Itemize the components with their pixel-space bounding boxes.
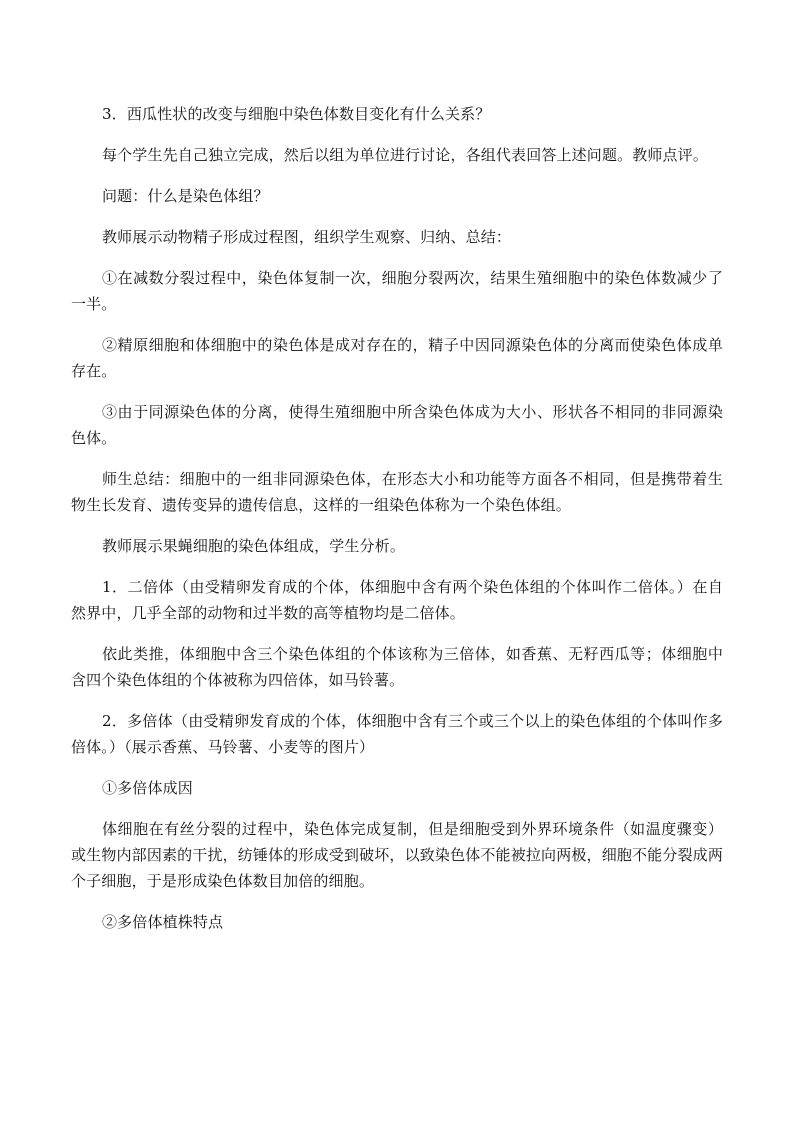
paragraph-triploid-tetraploid: 依此类推，体细胞中含三个染色体组的个体该称为三倍体，如香蕉、无籽西瓜等；体细胞中含四个染色体组的个体被称为四倍体，如马铃薯。: [71, 645, 723, 689]
paragraph-point-3: ③由于同源染色体的分离，使得生殖细胞中所含染色体成为大小、形状各不相同的非同源染色体。: [71, 403, 723, 447]
paragraph-diploid: 1．二倍体（由受精卵发育成的个体，体细胞中含有两个染色体组的个体叫作二倍体。）在自然界中，几乎全部的动物和过半数的高等植物均是二倍体。: [71, 578, 723, 622]
paragraph-point-2: ②精原细胞和体细胞中的染色体是成对存在的，精子中因同源染色体的分离而使染色体成单存在。: [71, 336, 723, 380]
paragraph-group-discussion: 每个学生先自己独立完成，然后以组为单位进行讨论，各组代表回答上述问题。教师点评。: [102, 146, 709, 164]
paragraph-polyploid-traits-heading: ②多倍体植株特点: [102, 913, 224, 931]
paragraph-polyploid-cause-heading: ①多倍体成因: [102, 779, 193, 797]
paragraph-polyploid-cause: 体细胞在有丝分裂的过程中，染色体完成复制，但是细胞受到外界环境条件（如温度骤变）或生物内部因素的干扰，纺锤体的形成受到破坏，以致染色体不能被拉向两极，细胞不能分裂成两个子细胞，于是形成染色体数目加倍的细胞。: [71, 820, 723, 890]
paragraph-question-chromosome-set: 问题：什么是染色体组？: [102, 187, 269, 205]
paragraph-fruit-fly: 教师展示果蝇细胞的染色体组成，学生分析。: [102, 537, 406, 555]
paragraph-polyploid: 2．多倍体（由受精卵发育成的个体，体细胞中含有三个或三个以上的染色体组的个体叫作多倍体。）（展示香蕉、马铃薯、小麦等的图片）: [71, 712, 723, 756]
paragraph-question-3: 3．西瓜性状的改变与细胞中染色体数目变化有什么关系？: [102, 105, 491, 123]
paragraph-teacher-shows-sperm: 教师展示动物精子形成过程图，组织学生观察、归纳、总结：: [102, 228, 512, 246]
paragraph-point-1: ①在减数分裂过程中，染色体复制一次，细胞分裂两次，结果生殖细胞中的染色体数减少了一半。: [71, 269, 723, 313]
paragraph-summary: 师生总结：细胞中的一组非同源染色体，在形态大小和功能等方面各不相同，但是携带着生物生长发育、遗传变异的遗传信息，这样的一组染色体称为一个染色体组。: [71, 470, 723, 514]
document-body: [71, 101, 723, 950]
